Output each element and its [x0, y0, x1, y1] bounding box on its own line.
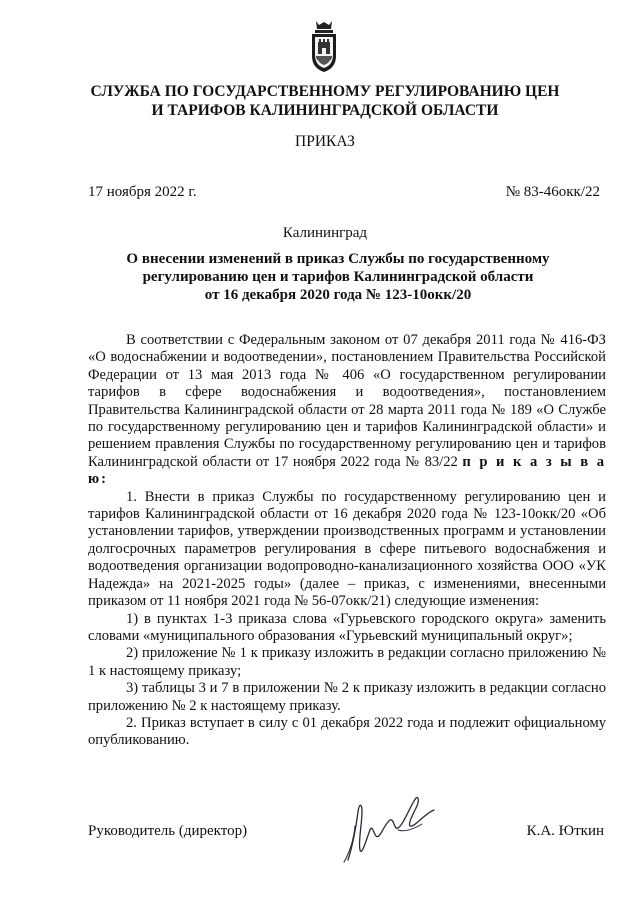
sub-item-1-paragraph: 1) в пунктах 1-3 приказа слова «Гурьевского городского округа» заменить словами «муниципального образования «Гурьевский муниципальный округ»; — [88, 610, 606, 644]
item-2-paragraph: 2. Приказ вступает в силу с 01 декабря 2022 года и подлежит официальному опубликованию. — [88, 714, 606, 749]
signature-icon — [338, 790, 440, 866]
organization-name — [60, 82, 590, 120]
subject-line3: от 16 декабря 2020 года № 123-10окк/20 — [204, 287, 472, 303]
coat-of-arms-icon — [308, 18, 340, 74]
decree-word: п р и к а з ы в а ю: — [88, 453, 607, 488]
organization-name-line2: И ТАРИФОВ КАЛИНИНГРАДСКОЙ ОБЛАСТИ — [151, 102, 499, 119]
document-body — [88, 332, 606, 750]
item-1-paragraph: 1. Внести в приказ Службы по государственному регулированию цен и тарифов Калининградской области от 16 декабря 2020 года № 123-10окк/20 «Об установлении тарифов, утверждении производственных программ и установлении долгосрочных параметров регулирования в сфере питьевого водоснабжения и водоотведения организации водопроводно-канализационного хозяйства ООО «УК Надежда» на 2021-2025 годы» (далее – приказ, с изменениями, внесенными приказом от 11 ноября 2021 года № 56-07окк/21) следующие изменения: — [88, 488, 606, 610]
organization-name-line1: СЛУЖБА ПО ГОСУДАРСТВЕННОМУ РЕГУЛИРОВАНИЮ ЦЕН — [90, 83, 560, 100]
signer-name: К.А. Юткин — [526, 823, 604, 839]
preamble-text: В соответствии с Федеральным законом от 07 декабря 2011 года № 416-ФЗ «О водоснабжении и водоотведении», постановлением Правительства Российской Федерации от 13 мая 2013 года № 406 «О государственном регулировании тарифов в сфере водоснабжения и водоотведения», постановлением Правительства Калининградской области от 28 марта 2011 года № 189 «О Службе по государственному регулированию цен и тарифов Калининградской области» и решением правления Службы по государственному регулированию цен и тарифов Калининградской области от 17 ноября 2022 года № 83/22 — [88, 332, 606, 470]
sub-item-2-paragraph: 2) приложение № 1 к приказу изложить в редакции согласно приложению № 1 к настоящему приказу; — [88, 645, 606, 679]
sub-item-3-paragraph: 3) таблицы 3 и 7 в приложении № 2 к приказу изложить в редакции согласно приложению № 2 к настоящему приказу. — [88, 680, 606, 714]
signer-role: Руководитель (директор) — [88, 823, 248, 839]
document-date: 17 ноября 2022 г. — [88, 184, 197, 200]
preamble-paragraph — [88, 332, 606, 489]
subject-line1: О внесении изменений в приказ Службы по государственному — [126, 251, 550, 267]
document-subject — [88, 250, 588, 304]
document-city: Калининград — [282, 225, 368, 241]
document-number: № 83-46окк/22 — [505, 184, 600, 200]
document-type: ПРИКАЗ — [295, 133, 355, 150]
subject-line2: регулированию цен и тарифов Калининградской области — [142, 269, 534, 285]
